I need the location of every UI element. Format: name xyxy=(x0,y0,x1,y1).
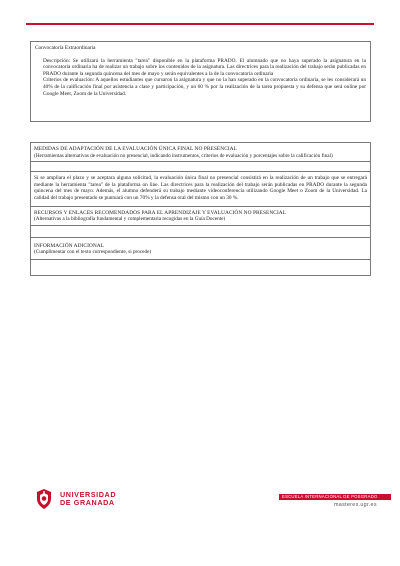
medidas-header-cell xyxy=(31,143,370,161)
university-name-line2: DE GRANADA xyxy=(60,498,115,507)
escuela-badge xyxy=(279,494,391,500)
medidas-body-cell xyxy=(31,171,370,205)
info-title: INFORMACIÓN ADICIONAL xyxy=(34,242,105,249)
medidas-blank-cell xyxy=(31,161,370,171)
medidas-subtitle: (Herramientas alternativas de evaluación no presencial, indicando instrumentos, criterios de evaluación y porcentajes sobre la calificación final) xyxy=(34,152,333,159)
university-name-line1: UNIVERSIDAD xyxy=(60,490,117,499)
extraordinaria-criteria: Criterios de evaluación: A aquellos estudiantes que cursaron la asignatura y que no la han superado en la convocatoria ordinaria, se les considerará un 40% de la calificación final por asistencia a clase y participación, y un 60 % por la realización de la tarea propuesta y su defensa que será online por Google Meet, Zoom de la Universidad. xyxy=(43,77,366,97)
document-body xyxy=(30,41,371,276)
university-crest-icon xyxy=(34,488,54,510)
info-subtitle: (Cumplimentar con el texto correspondiente, si procede) xyxy=(34,249,152,256)
recursos-header-cell xyxy=(31,206,370,225)
footer xyxy=(34,488,378,514)
university-name xyxy=(60,491,116,507)
recursos-blank-cell xyxy=(31,225,370,237)
adaptation-table xyxy=(30,142,371,276)
info-header-cell xyxy=(31,237,370,259)
extraordinaria-heading: Convocatoria Extraordinaria xyxy=(35,45,96,51)
extraordinaria-box xyxy=(30,41,371,122)
header-rule xyxy=(26,23,374,25)
extraordinaria-description: Descripción: Se utilizará la herramienta "tarea" disponible en la plataforma PRADO. El alumnado que no haya superado la asignatura en la convocatoria ordinaria ha de realizar un trabajo sobre los contenidos de la asignatura. Las directrices para la realización del trabajo serán publicadas en PRADO durante la segunda quincena del mes de mayo y serán equivalentes a la de la convocatoria ordinaria xyxy=(43,57,366,77)
recursos-subtitle: (Alternativas a la bibliografía fundamental y complementaria recogidas en la Guía Docente) xyxy=(34,216,226,223)
escuela-label: ESCUELA INTERNACIONAL DE POSGRADO xyxy=(282,494,378,499)
recursos-title: RECURSOS Y ENLACES RECOMENDADOS PARA EL APRENDIZAJE Y EVALUACIÓN NO PRESENCIAL xyxy=(34,209,287,216)
medidas-title: MEDIDAS DE ADAPTACIÓN DE LA EVALUACIÓN ÚNICA FINAL NO PRESENCIAL xyxy=(34,146,237,152)
extraordinaria-content xyxy=(35,58,366,98)
info-blank-cell xyxy=(31,259,370,275)
medidas-body: Si se ampliara el plazo y se aceptara alguna solicitud, la evaluación única final no presencial consistirá en la realización de un trabajo que se entregará mediante la herramienta "tarea" de la plataforma on line. Las directrices para la realización del trabajo serán publicadas en PRADO durante la segunda quincena del mes de mayo. Además, el alumno defenderá su trabajo mediante videoconferencia utilizando Google Meet o Zoom de la Universidad. La calidad del trabajo presentado se puntuará con un 70% y la defensa oral del mismo con un 30 %. xyxy=(34,175,367,201)
masters-link[interactable]: masteres.ugr.es xyxy=(334,502,377,508)
